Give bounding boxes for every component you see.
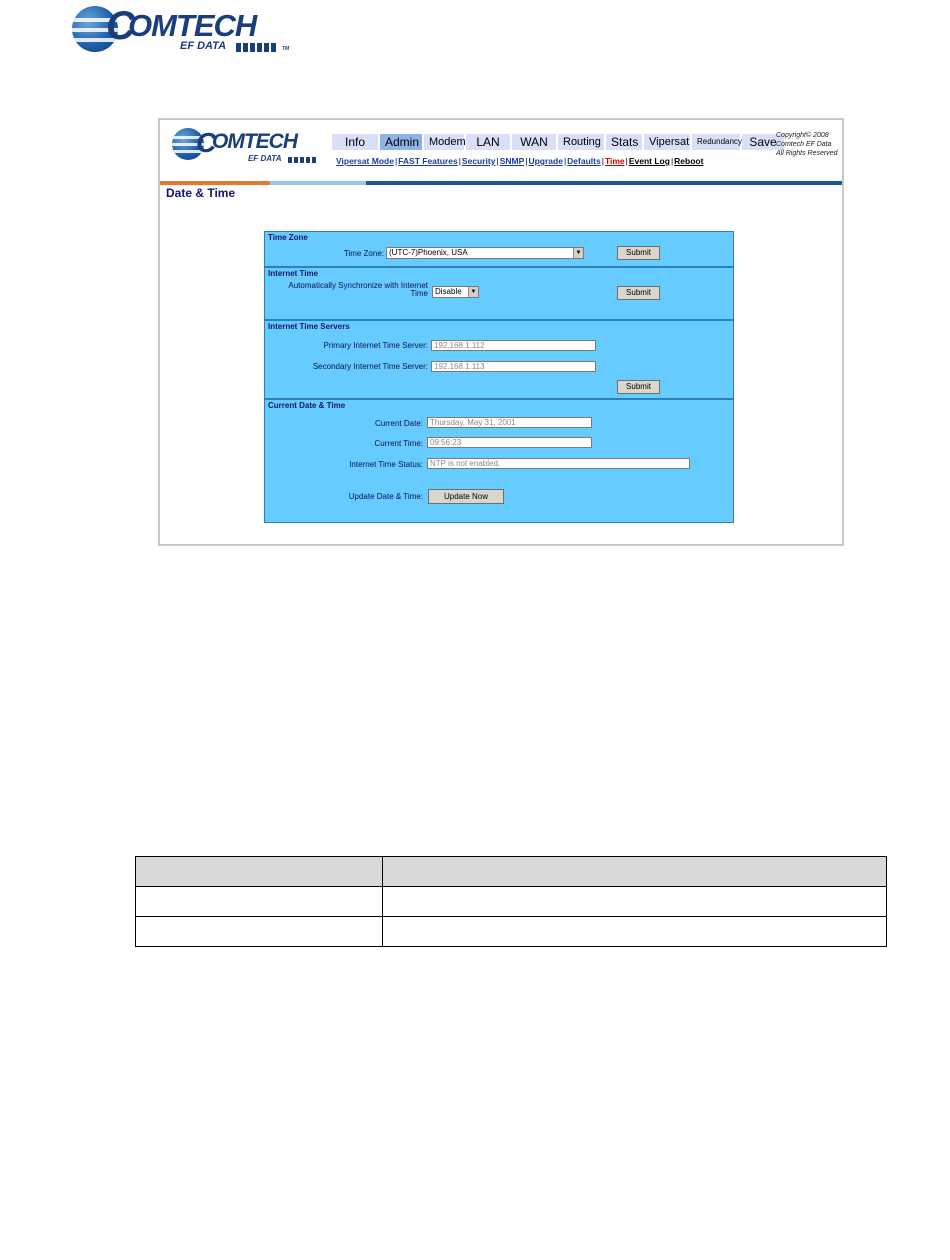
current-time-field: 09:56:23	[427, 437, 592, 448]
link-event-log[interactable]: Event Log	[628, 156, 670, 166]
time-zone-submit-button[interactable]: Submit	[617, 246, 660, 260]
app-logo-wordmark: OMTECH	[212, 130, 297, 153]
table-header-cell	[383, 857, 887, 887]
nav-separator: |	[670, 156, 674, 166]
auto-sync-select[interactable]	[432, 286, 479, 298]
table-row	[136, 887, 887, 917]
table-header-row	[136, 857, 887, 887]
time-servers-submit-button[interactable]: Submit	[617, 380, 660, 394]
nav-separator: |	[625, 156, 628, 166]
copyright-line: All Rights Reserved	[776, 150, 838, 157]
auto-sync-label	[288, 282, 428, 298]
current-date-label: Current Date:	[374, 419, 423, 428]
internet-time-status-field: NTP is not enabled.	[427, 458, 690, 469]
table-header-cell	[136, 857, 383, 887]
tab-info[interactable]: Info	[332, 134, 378, 150]
current-date-time-panel	[264, 399, 734, 523]
copyright-notice	[776, 131, 844, 158]
time-zone-label: Time Zone:	[343, 249, 384, 258]
tab-routing[interactable]: Routing	[558, 134, 604, 150]
internet-time-title: Internet Time	[268, 269, 319, 278]
update-date-time-label: Update Date & Time:	[348, 492, 423, 501]
link-vipersat-mode[interactable]: Vipersat Mode	[336, 156, 394, 166]
internet-time-panel	[264, 267, 734, 320]
logo-wordmark: OMTECH	[128, 8, 257, 43]
primary-server-label: Primary Internet Time Server:	[323, 341, 428, 350]
time-servers-panel	[264, 320, 734, 399]
time-zone-panel	[264, 231, 734, 267]
nav-separator: |	[525, 156, 528, 166]
link-security[interactable]: Security	[461, 156, 496, 166]
copyright-line: Copyright© 2008	[776, 132, 829, 139]
table-row	[136, 917, 887, 947]
primary-server-input[interactable]: 192.168.1.112	[431, 340, 596, 351]
table-cell	[136, 887, 383, 917]
time-servers-title: Internet Time Servers	[268, 322, 350, 331]
link-snmp[interactable]: SNMP	[499, 156, 525, 166]
current-date-time-title: Current Date & Time	[268, 401, 346, 410]
tab-vipersat[interactable]: Vipersat	[644, 134, 690, 150]
nav-separator: |	[601, 156, 604, 166]
tab-save[interactable]: Save	[742, 134, 784, 150]
auto-sync-label-line: Automatically Synchronize with Internet	[288, 281, 428, 290]
app-logo-initial: C	[196, 127, 216, 158]
table-cell	[383, 887, 887, 917]
link-defaults[interactable]: Defaults	[567, 156, 601, 166]
tab-lan[interactable]: LAN	[466, 134, 510, 150]
document-table	[135, 856, 887, 947]
chevron-down-icon: ▼	[468, 287, 478, 297]
app-logo-subtitle: EF DATA	[248, 154, 282, 163]
link-time[interactable]: Time	[604, 156, 625, 166]
link-reboot[interactable]: Reboot	[674, 156, 704, 166]
chevron-down-icon: ▼	[573, 248, 583, 258]
auto-sync-label-line: Time	[410, 289, 428, 298]
logo-bars	[236, 43, 276, 52]
tab-wan[interactable]: WAN	[512, 134, 556, 150]
table-cell	[383, 917, 887, 947]
auto-sync-value: Disable	[435, 287, 462, 296]
internet-time-status-label: Internet Time Status:	[349, 460, 423, 469]
current-time-label: Current Time:	[374, 439, 423, 448]
time-zone-select[interactable]	[386, 247, 584, 259]
web-ui-screenshot	[158, 118, 844, 546]
nav-separator: |	[394, 156, 398, 166]
nav-separator: |	[496, 156, 499, 166]
tab-stats[interactable]: Stats	[606, 134, 642, 150]
main-nav-tabs	[332, 134, 786, 150]
admin-sub-nav	[336, 156, 703, 166]
nav-separator: |	[458, 156, 461, 166]
copyright-line: Comtech EF Data	[776, 141, 832, 148]
tab-redundancy[interactable]: Redundancy	[692, 134, 740, 150]
logo-trademark: TM	[282, 46, 290, 52]
nav-separator: |	[563, 156, 567, 166]
secondary-server-label: Secondary Internet Time Server:	[312, 362, 428, 371]
app-logo	[172, 128, 342, 168]
tab-modem[interactable]: Modem	[424, 134, 464, 150]
time-zone-title: Time Zone	[268, 233, 308, 242]
logo-subtitle: EF DATA	[180, 40, 227, 52]
internet-time-submit-button[interactable]: Submit	[617, 286, 660, 300]
table-cell	[136, 917, 383, 947]
current-date-field: Thursday, May 31, 2001	[427, 417, 592, 428]
document-logo	[72, 6, 302, 54]
tab-admin[interactable]: Admin	[380, 134, 422, 150]
time-zone-value: (UTC-7)Phoenix, USA	[389, 248, 468, 257]
logo-initial: C	[106, 4, 134, 48]
link-fast-features[interactable]: FAST Features	[398, 156, 458, 166]
header-stripe	[160, 181, 842, 185]
page-title: Date & Time	[166, 186, 236, 200]
link-upgrade[interactable]: Upgrade	[528, 156, 563, 166]
app-logo-bars	[288, 157, 316, 163]
secondary-server-input[interactable]: 192.168.1.113	[431, 361, 596, 372]
update-now-button[interactable]: Update Now	[428, 489, 504, 504]
